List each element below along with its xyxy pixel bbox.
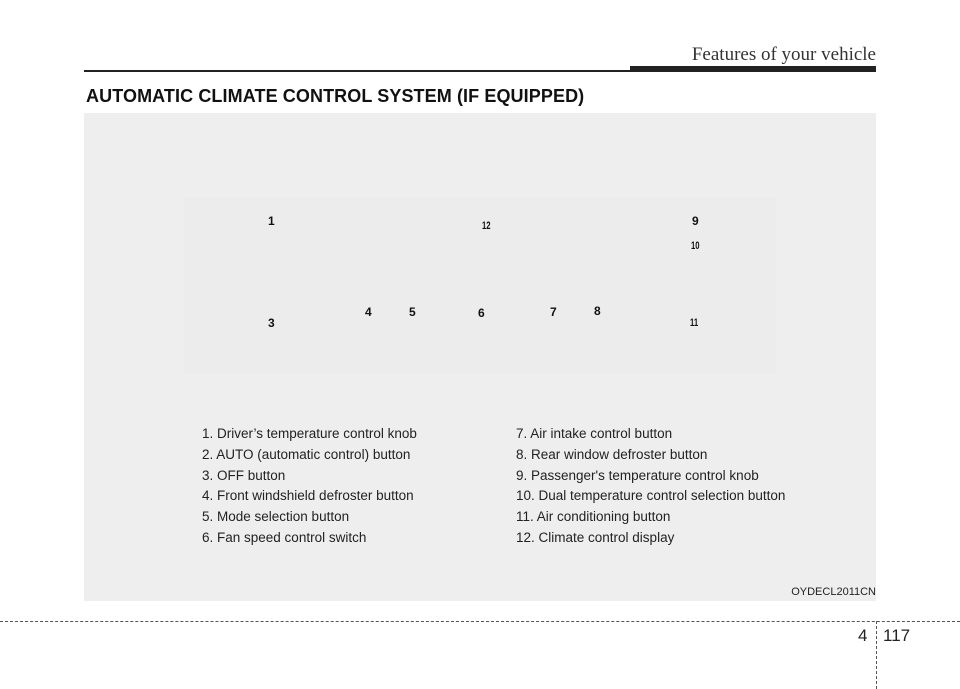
callout-3: 3	[268, 316, 275, 330]
legend-item: 7. Air intake control button	[516, 426, 673, 441]
callout-8: 8	[594, 304, 601, 318]
callout-7: 7	[550, 305, 557, 319]
callout-6: 6	[478, 306, 485, 320]
legend-item: 12. Climate control display	[516, 529, 675, 545]
legend-item: 10. Dual temperature control selection button	[516, 488, 786, 504]
callout-4: 4	[365, 305, 372, 319]
callout-12: 12	[482, 220, 491, 232]
legend-item: 4. Front windshield defroster button	[202, 488, 414, 504]
callout-10: 10	[691, 240, 700, 252]
page-number: 117	[883, 626, 911, 645]
callout-9: 9	[692, 214, 699, 228]
header-title: Features of your vehicle	[691, 44, 876, 65]
callout-5: 5	[409, 305, 416, 319]
header-rule-accent	[630, 66, 876, 72]
legend-item: 6. Fan speed control switch	[202, 529, 367, 545]
footer-dashed-divider	[876, 621, 877, 689]
legend-item: 9. Passenger's temperature control knob	[516, 467, 759, 483]
callout-11: 11	[690, 317, 699, 329]
chapter-number: 4	[858, 626, 868, 645]
legend-left-column	[202, 424, 417, 549]
legend-item: 2. AUTO (automatic control) button	[202, 446, 411, 462]
callout-1: 1	[268, 214, 275, 228]
legend-item: 3. OFF button	[202, 467, 286, 483]
legend-item: 1. Driver’s temperature control knob	[202, 426, 417, 441]
legend-item: 8. Rear window defroster button	[516, 446, 708, 462]
figure-panel	[84, 113, 876, 601]
legend-item: 5. Mode selection button	[202, 509, 350, 525]
climate-control-illustration	[184, 197, 776, 373]
section-title: AUTOMATIC CLIMATE CONTROL SYSTEM (IF EQUIPPED)	[86, 86, 585, 106]
footer-dashed-rule	[0, 621, 960, 622]
legend-right-column	[516, 424, 785, 549]
legend-item: 11. Air conditioning button	[516, 509, 671, 525]
image-code: OYDECL2011CN	[791, 586, 876, 598]
